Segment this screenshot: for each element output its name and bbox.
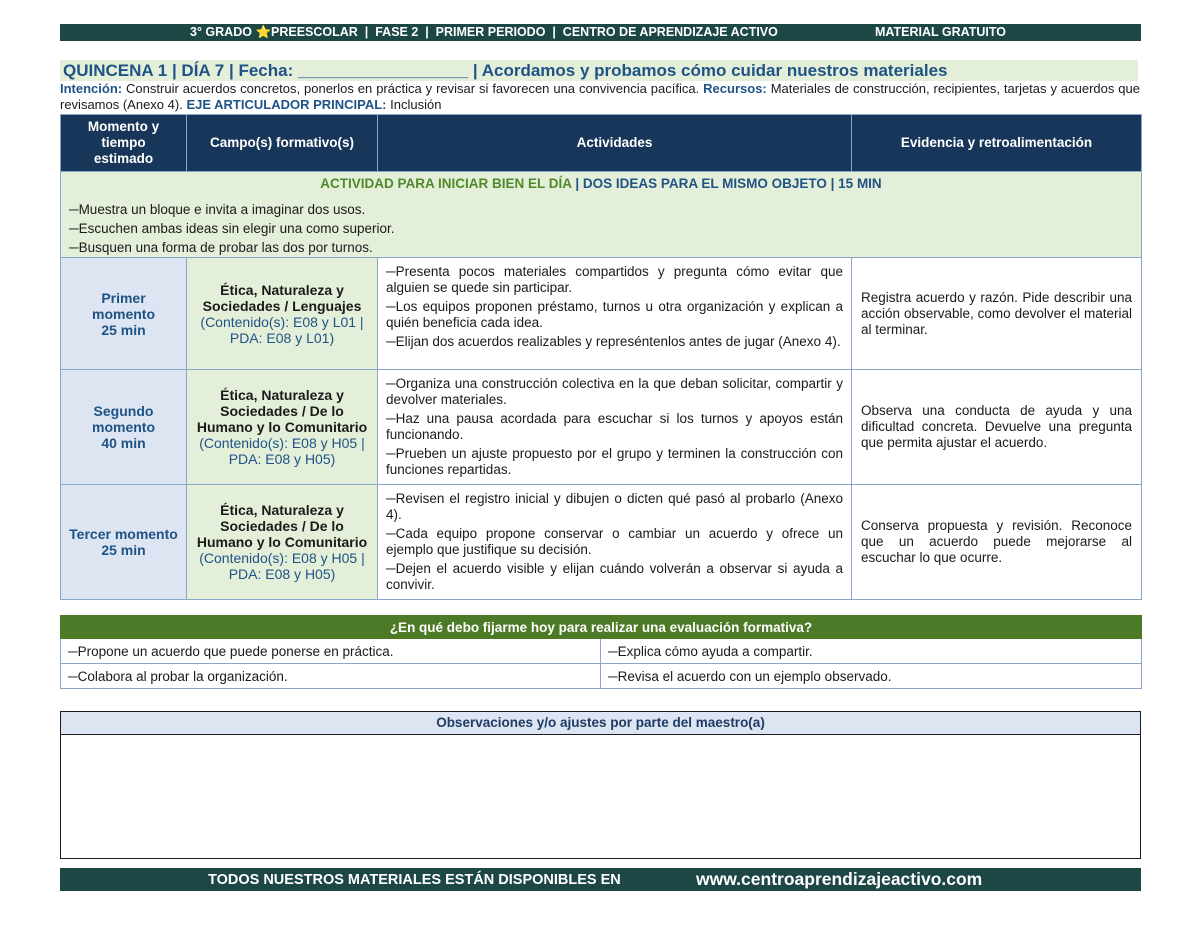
observations-box: [60, 711, 1141, 859]
activity-item: ─Revisen el registro inicial y dibujen o dicten qué pasó al probarlo (Anexo 4).: [386, 491, 843, 522]
observations-area[interactable]: [61, 735, 1140, 857]
moment-time: 25 min: [101, 321, 146, 338]
activity-item: ─Organiza una construcción colectiva en la que deban solicitar, compartir y devolver materiales.: [386, 376, 843, 407]
evidence-cell: Conserva propuesta y revisión. Reconoce que un acuerdo puede mejorarse al escuchar lo que ocurre.: [852, 485, 1142, 600]
evidence-cell: Registra acuerdo y razón. Pide describir una acción observable, como devolver el material al terminar.: [852, 258, 1142, 370]
star-icon: ⭐: [255, 25, 272, 39]
campo-cell: [187, 370, 378, 485]
campo-contenido: (Contenido(s): E08 y L01 | PDA: E08 y L01): [200, 313, 364, 346]
start-activity-line: ─Busquen una forma de probar las dos por turnos.: [69, 240, 373, 255]
resources-label: Recursos:: [703, 81, 767, 96]
intention-label: Intención:: [60, 81, 123, 96]
table-row: [61, 370, 1142, 485]
footer-banner: [60, 868, 1141, 891]
table-row: [61, 258, 1142, 370]
start-activity-line: ─Escuchen ambas ideas sin elegir una como superior.: [69, 221, 395, 236]
activity-item: ─Haz una pausa acordada para escuchar si los turnos y apoyos están funcionando.: [386, 411, 843, 442]
activity-item: ─Presenta pocos materiales compartidos y pregunta cómo evitar que alguien se quede sin participar.: [386, 264, 843, 295]
campo-cell: [187, 258, 378, 370]
header-moment: Momento y tiempo estimado: [61, 115, 187, 172]
top-banner-free-label: MATERIAL GRATUITO: [875, 25, 1007, 39]
campo-name: Ética, Naturaleza y Sociedades / De lo Humano y lo Comunitario: [196, 387, 368, 435]
moment-name: Tercer momento: [69, 526, 178, 542]
activity-item: ─Los equipos proponen préstamo, turnos u otra organización y explican a quién beneficia cada idea.: [386, 299, 843, 330]
resources-text: Materiales de construcción, recipientes, tarjetas y acuerdos que revisamos (Anexo 4).: [60, 81, 1140, 112]
campo-name: Ética, Naturaleza y Sociedades / De lo Humano y lo Comunitario: [196, 502, 368, 550]
lesson-title: QUINCENA 1 | DÍA 7 | Fecha: __________________ | Acordamos y probamos cómo cuidar nuestros materiales: [63, 61, 948, 80]
moment-name: Segundo momento: [92, 403, 155, 435]
observations-title: Observaciones y/o ajustes por parte del maestro(a): [61, 712, 1140, 735]
moment-cell: [61, 485, 187, 600]
formative-item: ─Colabora al probar la organización.: [61, 664, 601, 689]
evidence-cell: Observa una conducta de ayuda y una dificultad concreta. Devuelve una pregunta que permita ajustar el acuerdo.: [852, 370, 1142, 485]
table-row: [61, 485, 1142, 600]
intention-text: Construir acuerdos concretos, ponerlos en práctica y revisar si favorecen una convivencia pacífica.: [126, 81, 700, 96]
top-banner-grade: 3° GRADO ⭐PREESCOLAR | FASE 2 | PRIMER PERIODO | CENTRO DE APRENDIZAJE ACTIVO: [190, 25, 778, 39]
footer-url-link[interactable]: www.centroaprendizajeactivo.com: [696, 869, 983, 889]
formative-item: ─Propone un acuerdo que puede ponerse en práctica.: [61, 639, 601, 664]
formative-table: [60, 615, 1142, 689]
campo-contenido: (Contenido(s): E08 y H05 | PDA: E08 y H05): [199, 435, 365, 467]
moment-name: Primer momento: [92, 289, 155, 322]
activity-item: ─Elijan dos acuerdos realizables y represéntenlos antes de jugar (Anexo 4).: [386, 334, 841, 349]
header-campo: Campo(s) formativo(s): [187, 115, 378, 172]
axis-value: Inclusión: [390, 97, 442, 112]
start-activity-cell: [61, 172, 1142, 258]
footer-text: TODOS NUESTROS MATERIALES ESTÁN DISPONIBLES EN: [208, 872, 621, 888]
activities-cell: [378, 485, 852, 600]
activities-cell: [378, 370, 852, 485]
activity-item: ─Cada equipo propone conservar o cambiar un acuerdo y ofrece un ejemplo que justifique su decisión.: [386, 526, 843, 557]
lesson-table: [60, 114, 1142, 600]
formative-item: ─Explica cómo ayuda a compartir.: [601, 639, 1142, 664]
activity-item: ─Dejen el acuerdo visible y elijan cuándo volverán a observar si ayuda a convivir.: [386, 561, 843, 592]
formative-item: ─Revisa el acuerdo con un ejemplo observado.: [601, 664, 1142, 689]
header-activities: Actividades: [378, 115, 852, 172]
activities-cell: [378, 258, 852, 370]
axis-label: EJE ARTICULADOR PRINCIPAL:: [186, 97, 387, 112]
activity-item: ─Prueben un ajuste propuesto por el grupo y terminen la construcción con funciones repartidas.: [386, 446, 843, 477]
campo-contenido: (Contenido(s): E08 y H05 | PDA: E08 y H05): [199, 550, 365, 582]
formative-title: ¿En qué debo fijarme hoy para realizar una evaluación formativa?: [61, 616, 1142, 639]
lesson-title-bar: [60, 60, 1138, 81]
start-activity-heading: ACTIVIDAD PARA INICIAR BIEN EL DÍA | DOS IDEAS PARA EL MISMO OBJETO | 15 MIN: [320, 176, 882, 191]
campo-cell: [187, 485, 378, 600]
moment-cell: [61, 258, 187, 370]
moment-time: 25 min: [101, 542, 146, 558]
moment-time: 40 min: [101, 435, 146, 451]
header-evidence: Evidencia y retroalimentación: [852, 115, 1142, 172]
moment-cell: [61, 370, 187, 485]
campo-name: Ética, Naturaleza y Sociedades / Lenguajes: [202, 281, 362, 314]
start-activity-line: ─Muestra un bloque e invita a imaginar dos usos.: [69, 202, 366, 217]
intention-paragraph: [60, 81, 1140, 113]
top-banner: [60, 24, 1141, 41]
